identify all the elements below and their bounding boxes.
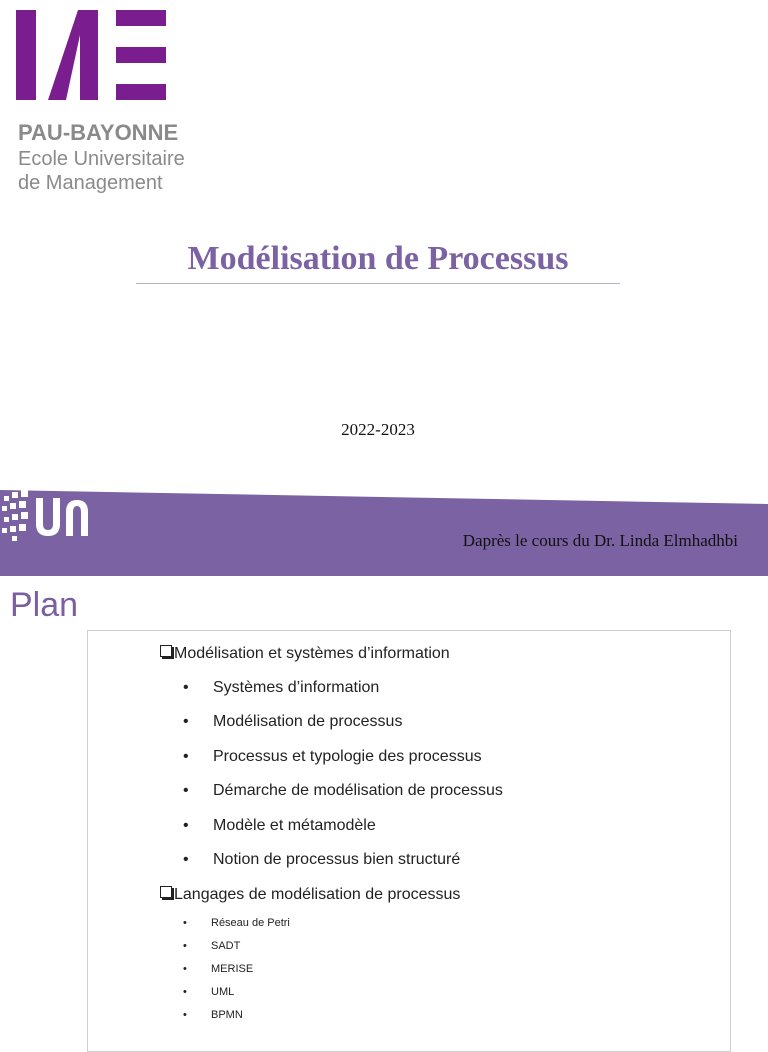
logo-letter-e-mid — [116, 47, 166, 63]
list-item: • Processus et typologie des processus — [183, 748, 482, 765]
checkbox-bullet-icon — [160, 886, 172, 898]
slide-title: Modélisation de Processus — [187, 240, 569, 277]
sub-list-item: • BPMN — [183, 1009, 243, 1021]
section-heading — [160, 645, 450, 663]
logo-line3: de Management — [18, 172, 163, 194]
section-label: Modélisation et systèmes d’information — [174, 645, 450, 662]
logo-letter-e-bottom — [116, 84, 166, 100]
plan-slide — [0, 576, 768, 1024]
logo-letter-i — [16, 10, 36, 100]
list-item: • Notion de processus bien structuré — [183, 851, 461, 868]
plan-title: Plan — [10, 586, 79, 624]
sub-list-item: • SADT — [183, 940, 241, 952]
sub-list-item: • Réseau de Petri — [183, 917, 290, 929]
sub-list-item: • UML — [183, 986, 235, 998]
course-credit: Daprès le cours du Dr. Linda Elmhadhbi — [462, 531, 738, 550]
sub-list-item: • MERISE — [183, 963, 254, 975]
logo-line2: Ecole Universitaire — [18, 148, 185, 170]
logo-letter-e-top — [116, 10, 166, 26]
title-divider — [136, 283, 620, 284]
logo-letter-a — [48, 10, 108, 100]
list-item: • Systèmes d’information — [183, 679, 380, 696]
iae-logo — [16, 10, 185, 194]
section-heading — [160, 886, 460, 904]
section-label: Langages de modélisation de processus — [174, 886, 461, 903]
logo-line1: PAU-BAYONNE — [18, 120, 179, 145]
university-logo-icon — [0, 490, 92, 542]
plan-content-box — [87, 630, 731, 1052]
academic-year: 2022-2023 — [341, 420, 415, 439]
list-item: • Démarche de modélisation de processus — [183, 782, 503, 799]
footer-band — [0, 490, 768, 576]
list-item: • Modélisation de processus — [183, 713, 403, 730]
list-item: • Modèle et métamodèle — [183, 817, 376, 834]
checkbox-bullet-icon — [160, 645, 172, 657]
